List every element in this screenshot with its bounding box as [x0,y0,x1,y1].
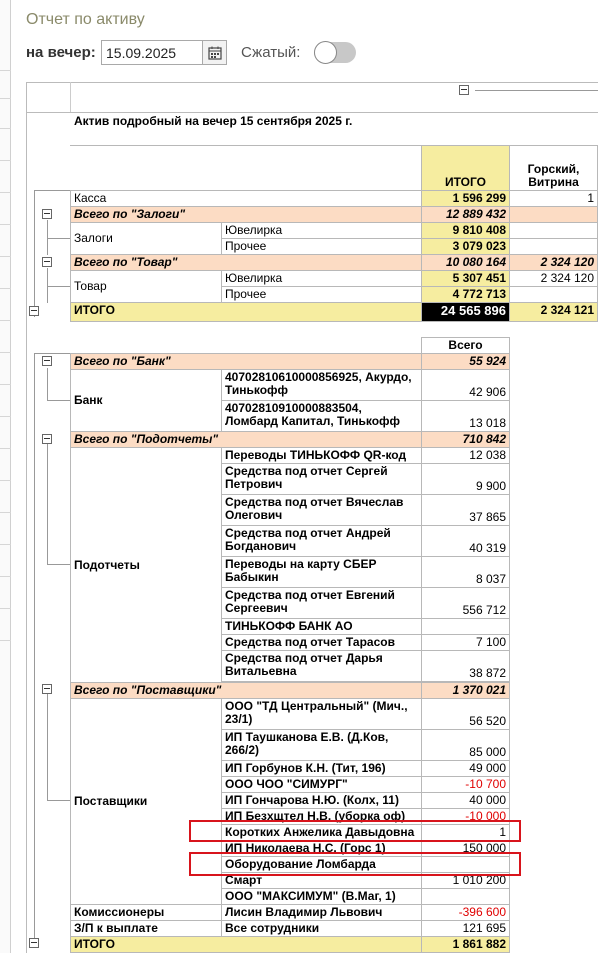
item-value: 1 [421,824,510,841]
group-row-label: Всего по "Поставщики" [70,682,422,699]
item-name: Средства под отчет Сергей Петрович [221,463,422,495]
date-input[interactable] [102,41,202,64]
collapse-minus-icon[interactable] [29,938,39,948]
report-heading: Актив подробный на вечер 15 сентября 2025 г. [74,114,353,128]
highlight-box [189,820,521,842]
item-value: -10 700 [421,776,510,793]
item-name: ТИНЬКОФФ БАНК АО [221,618,422,635]
cell-total: -396 600 [421,904,510,921]
collapse-minus-icon[interactable] [42,257,52,267]
col-header-total: Всего [421,337,510,354]
itogo-total: 1 861 882 [421,936,510,953]
sub-row-label: Ювелирка [221,270,422,287]
group-row-total: 710 842 [421,431,510,448]
cell-gorsky: 2 324 120 [509,270,598,287]
cell-total: 4 772 713 [421,286,510,303]
item-value: 42 906 [421,369,510,401]
row-label: Банк [70,369,222,432]
group-row-total: 55 924 [421,353,510,370]
item-value: -10 000 [421,808,510,825]
collapse-minus-icon[interactable] [459,85,469,95]
item-value: 556 712 [421,587,510,619]
row-label: Товар [70,270,222,303]
group-row-total: 10 080 164 [421,254,510,271]
item-value: 1 010 200 [421,872,510,889]
group-row-total: 12 889 432 [421,206,510,223]
item-name: Смарт [221,872,422,889]
row-label: З/П к выплате [70,920,222,937]
cell-total: 9 810 408 [421,222,510,239]
itogo-total: 24 565 896 [421,302,510,322]
compact-label: Сжатый: [241,44,301,61]
compact-toggle[interactable] [314,42,356,63]
collapse-minus-icon[interactable] [42,684,52,694]
col-header-gorsky: Горский, Витрина [509,145,598,191]
item-name: Средства под отчет Дарья Витальевна [221,650,422,682]
sub-row-label: Ювелирка [221,222,422,239]
group-row-label: Всего по "Товар" [70,254,422,271]
item-value: 12 038 [421,447,510,464]
item-value: 56 520 [421,698,510,730]
item-name: Переводы на карту СБЕР Бабыкин [221,556,422,588]
item-name: ООО "ТД Центральный" (Мич., 23/1) [221,698,422,730]
group-row-total: 1 370 021 [421,682,510,699]
group-row-gorsky: 2 324 120 [509,254,598,271]
item-name: Оборудование Ломбарда [221,856,422,873]
item-name: Средства под отчет Вячеслав Олегович [221,494,422,526]
group-row-label: Всего по "Подотчеты" [70,431,422,448]
sub-row-label: Прочее [221,286,422,303]
item-name: Средства под отчет Андрей Богданович [221,525,422,557]
row-label: Поставщики [70,698,222,905]
col-header-total: ИТОГО [421,145,510,191]
collapse-minus-icon[interactable] [42,356,52,366]
item-name: Средства под отчет Евгений Сергеевич [221,587,422,619]
row-label: Подотчеты [70,447,222,683]
item-value: 37 865 [421,494,510,526]
item-value: 40 319 [421,525,510,557]
item-name: ИП Николаева Н.С. (Горс 1) [221,840,422,857]
item-name: ИП Таушканова Е.В. (Д.Ков, 266/2) [221,729,422,761]
item-value: 13 018 [421,400,510,432]
itogo-label: ИТОГО [70,936,422,953]
item-value: 40 000 [421,792,510,809]
item-name: 40702810910000883504, Ломбард Капитал, Тинькофф [221,400,422,432]
sub-row-label: Все сотрудники [221,920,422,937]
highlight-box [189,852,521,876]
row-label: Комиссионеры [70,904,222,921]
item-value: 8 037 [421,556,510,588]
cell-total: 121 695 [421,920,510,937]
date-label: на вечер: [26,44,96,61]
date-picker [101,40,227,65]
toggle-knob [314,41,337,64]
item-value: 85 000 [421,729,510,761]
item-value [421,618,510,635]
itogo-label: ИТОГО [70,302,422,322]
item-name: ИП Гончарова Н.Ю. (Колх, 11) [221,792,422,809]
collapse-minus-icon[interactable] [42,209,52,219]
group-row-label: Всего по "Банк" [70,353,422,370]
left-sidebar [0,0,11,953]
calendar-icon [208,46,222,60]
item-name: ООО ЧОО "СИМУРГ" [221,776,422,793]
item-value: 49 000 [421,760,510,777]
item-value [421,888,510,905]
cell-gorsky: 1 [509,190,598,207]
item-name: Коротких Анжелика Давыдовна [221,824,422,841]
item-value: 150 000 [421,840,510,857]
item-name: ИП Безхщтел Н.В. (уборка оф) [221,808,422,825]
cell-total: 5 307 451 [421,270,510,287]
item-name: ООО "МАКСИМУМ" (В.Маг, 1) [221,888,422,905]
item-name: Переводы ТИНЬКОФФ QR-код [221,447,422,464]
item-name: 40702810610000856925, Акурдо, Тинькофф [221,369,422,401]
group-row-label: Всего по "Залоги" [70,206,422,223]
item-name: ИП Горбунов К.Н. (Тит, 196) [221,760,422,777]
item-name: Средства под отчет Тарасов [221,634,422,651]
calendar-button[interactable] [202,41,226,64]
page-title: Отчет по активу [26,11,145,28]
item-value: 7 100 [421,634,510,651]
item-value: 9 900 [421,463,510,495]
sub-row-label: Прочее [221,238,422,255]
collapse-minus-icon[interactable] [42,434,52,444]
row-label: Касса [70,190,422,207]
report-frame [26,82,598,112]
cell-total: 1 596 299 [421,190,510,207]
sub-row-label: Лисин Владимир Львович [221,904,422,921]
row-label: Залоги [70,222,222,255]
itogo-gorsky: 2 324 121 [509,302,598,322]
collapse-minus-icon[interactable] [29,306,39,316]
item-value: 38 872 [421,650,510,682]
cell-total: 3 079 023 [421,238,510,255]
